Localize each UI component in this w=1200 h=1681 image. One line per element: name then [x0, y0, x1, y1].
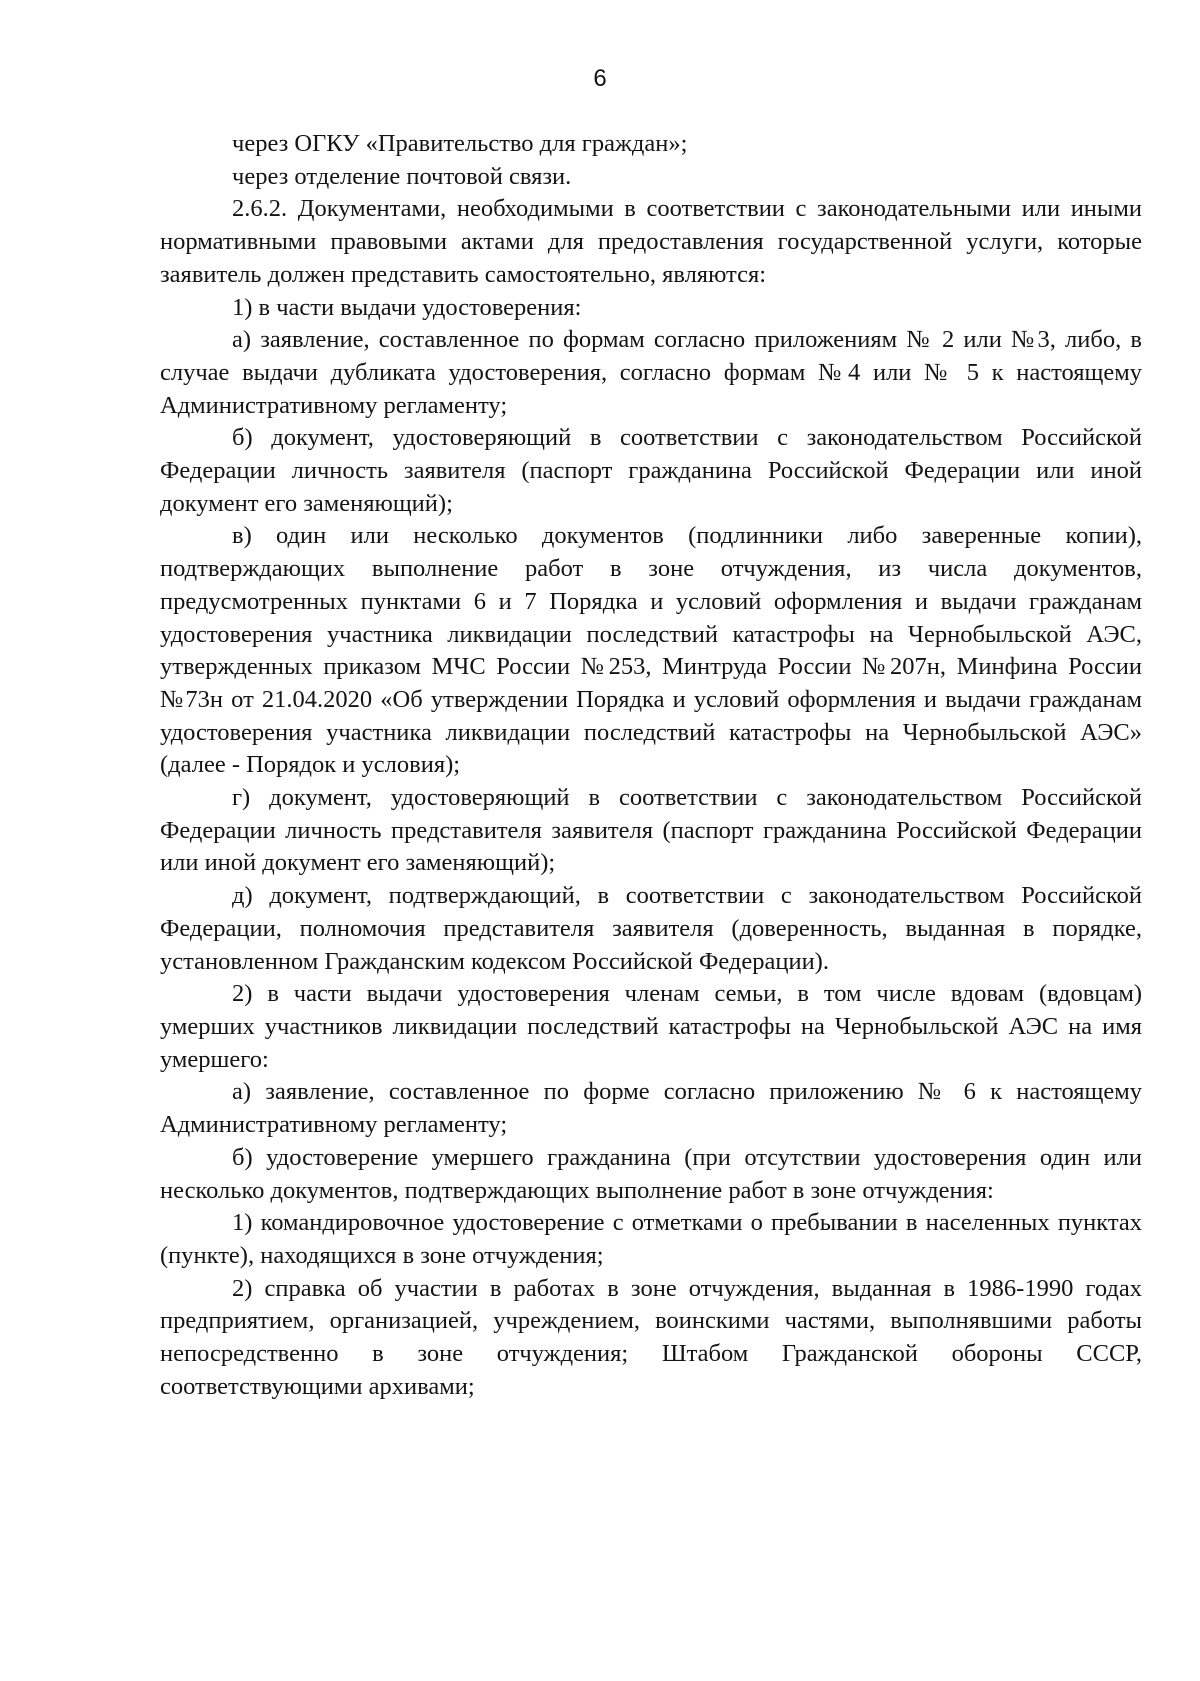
paragraph-travel-certificate: 1) командировочное удостоверение с отметками о пребывании в населенных пунктах (пункте), находящихся в зоне отчуждения;: [160, 1209, 1142, 1269]
paragraph-1v-work-documents: в) один или несколько документов (подлинники либо заверенные копии), подтверждающих выполнение работ в зоне отчуждения, из числа документов, предусмотренных пунктами 6 и 7 Порядка и условий оформления и выдачи гражданам удостоверения участника ликвидации последствий катастрофы на Чернобыльской АЭС, утвержденных приказом МЧС России №253, Минтруда России №207н, Минфина России №73н от 21.04.2020 «Об утверждении Порядка и условий оформления и выдачи гражданам удостоверения участника ликвидации последствий катастрофы на Чернобыльской АЭС» (далее - Порядок и условия);: [160, 522, 1142, 779]
paragraph-1-certificate-issuance: 1) в части выдачи удостоверения:: [232, 293, 582, 321]
paragraph-2a-application: а) заявление, составленное по форме согласно приложению № 6 к настоящему Административному регламенту;: [160, 1078, 1142, 1139]
document-body: [160, 128, 1142, 1403]
paragraph-1g-representative-identity: г) документ, удостоверяющий в соответствии с законодательством Российской Федерации личность представителя заявителя (паспорт гражданина Российской Федерации или иной документ его заменяющий);: [160, 784, 1142, 877]
paragraph-participation-reference: 2) справка об участии в работах в зоне отчуждения, выданная в 1986-1990 годах предприятием, организацией, учреждением, воинскими частями, выполнявшими работы непосредственно в зоне отчуждения; Штабом Гражданской обороны СССР, соответствующими архивами;: [160, 1274, 1142, 1400]
paragraph-1b-identity-document: б) документ, удостоверяющий в соответствии с законодательством Российской Федерации личность заявителя (паспорт гражданина Российской Федерации или иной документ его заменяющий);: [160, 424, 1142, 517]
paragraph-ogku: через ОГКУ «Правительство для граждан»;: [232, 130, 688, 157]
paragraph-2-6-2: 2.6.2. Документами, необходимыми в соответствии с законодательными или иными нормативными правовыми актами для предоставления государственной услуги, которые заявитель должен представить самостоятельно, являются:: [160, 195, 1142, 288]
paragraph-2-family-members: 2) в части выдачи удостоверения членам семьи, в том числе вдовам (вдовцам) умерших участников ликвидации последствий катастрофы на Чернобыльской АЭС на имя умершего:: [160, 980, 1142, 1073]
paragraph-1a-application: а) заявление, составленное по формам согласно приложениям № 2 или №3, либо, в случае выдачи дубликата удостоверения, согласно формам №4 или № 5 к настоящему Административному регламенту;: [160, 326, 1142, 419]
paragraph-2b-deceased-certificate: б) удостоверение умершего гражданина (при отсутствии удостоверения один или несколько документов, подтверждающих выполнение работ в зоне отчуждения:: [160, 1143, 1142, 1204]
paragraph-post-office: через отделение почтовой связи.: [232, 162, 572, 190]
paragraph-1d-representative-authority: д) документ, подтверждающий, в соответствии с законодательством Российской Федерации, полномочия представителя заявителя (доверенность, выданная в порядке, установленном Гражданским кодексом Российской Федерации).: [160, 882, 1142, 975]
page-number: 6: [593, 65, 607, 92]
